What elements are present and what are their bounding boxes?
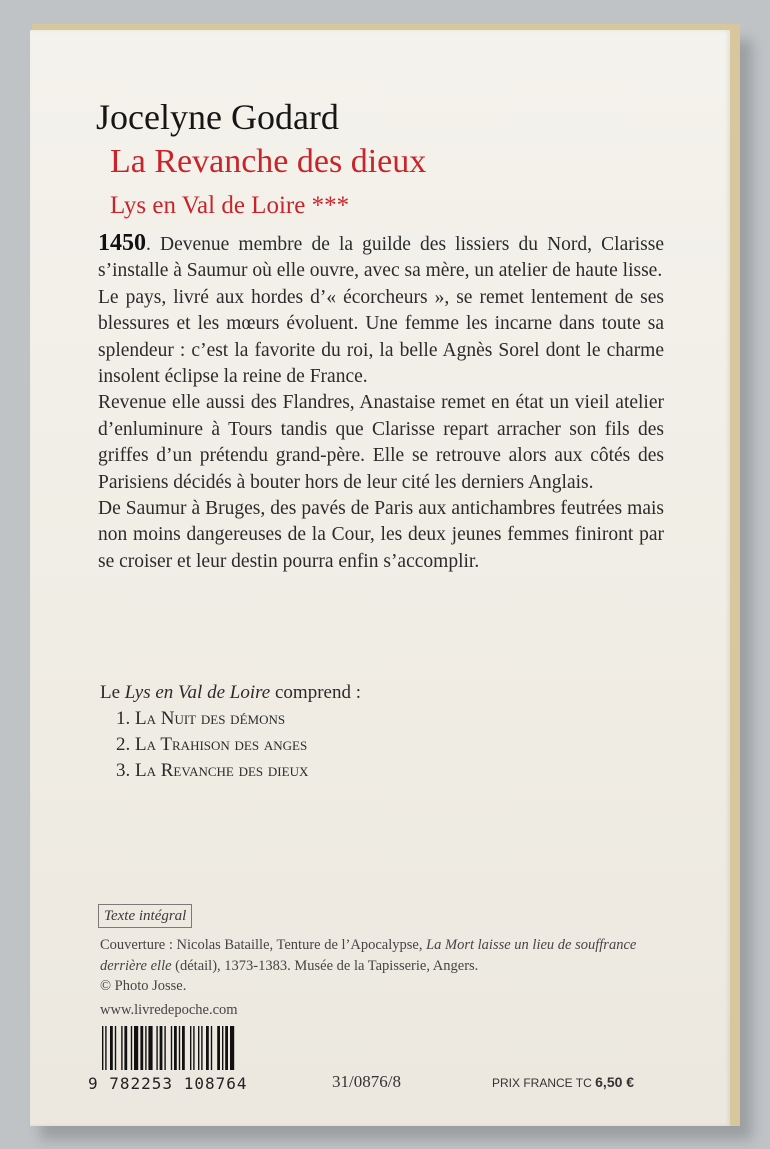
series-title: Lys en Val de Loire *** xyxy=(110,192,350,219)
year: 1450 xyxy=(98,230,146,256)
photo-credit: © Photo Josse. xyxy=(100,978,187,994)
back-cover xyxy=(30,30,730,1126)
full-text-badge: Texte intégral xyxy=(98,904,192,928)
cover-credits: Couverture : Nicolas Bataille, Tenture de l’Apocalypse, La Mort laisse un lieu de souffrance derrière elle (détail), 1373-1383. Musée de la Tapisserie, Angers. © Photo Josse. xyxy=(100,937,637,994)
blurb-paragraph-3: Revenue elle aussi des Flandres, Anastaise remet en état un vieil atelier d’enluminure à Tours tandis que Clarisse repart arracher son fils des griffes d’un prétendu grand-père. Elle se retrouve alors aux côtés des Parisiens décidés à bouter hors de leur cité les derniers Anglais. xyxy=(98,392,664,493)
barcode xyxy=(102,1026,278,1070)
series-contents xyxy=(100,680,361,784)
isbn-number: 9 782253 108764 xyxy=(88,1074,248,1093)
contents-item: 3. La Revanche des dieux xyxy=(116,760,309,781)
book-title: La Revanche des dieux xyxy=(110,143,427,180)
blurb-paragraph-2: Le pays, livré aux hordes d’« écorcheurs », se remet lentement de ses blessures et les mœurs évoluent. Une femme les incarne dans toute sa splendeur : c’est la favorite du roi, la belle Agnès Sorel dont le charme insolent éclipse la reine de France. xyxy=(98,286,664,388)
blurb-paragraph-4: De Saumur à Bruges, des pavés de Paris aux antichambres feutrées mais non moins dangereuses de la Cour, les deux jeunes femmes finiront par se croiser et leur destin pourra enfin s’accomplir. xyxy=(98,498,664,572)
contents-list xyxy=(100,706,361,784)
contents-item: 2. La Trahison des anges xyxy=(116,734,308,755)
author-name: Jocelyne Godard xyxy=(96,97,339,137)
artwork-title: La Mort laisse un lieu de souffrance derrière elle xyxy=(100,937,637,974)
distribution-code: 31/0876/8 xyxy=(332,1072,401,1091)
price-label: PRIX FRANCE TC xyxy=(492,1076,592,1090)
contents-item: 1. La Nuit des démons xyxy=(116,708,286,729)
website: www.livredepoche.com xyxy=(100,1002,238,1018)
blurb-paragraph-1 xyxy=(98,230,664,285)
blurb xyxy=(98,230,664,575)
price-tag xyxy=(492,1074,634,1090)
series-name: Lys en Val de Loire xyxy=(124,682,271,703)
blurb-text-1: . Devenue membre de la guilde des lissiers du Nord, Clarisse s’installe à Saumur où elle ouvre, avec sa mère, un atelier de haute lisse. xyxy=(98,234,664,282)
contents-intro: Le Lys en Val de Loire comprend : xyxy=(100,682,362,703)
price-value: 6,50 € xyxy=(595,1074,635,1090)
